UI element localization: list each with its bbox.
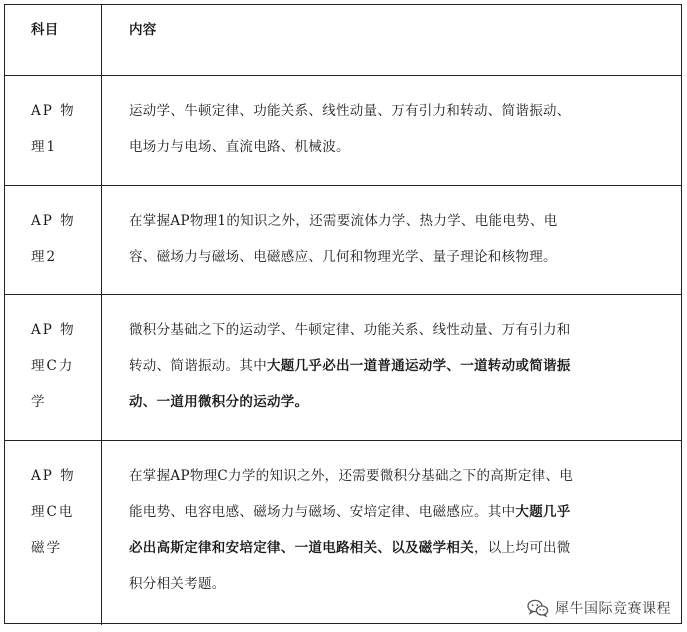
table-row-physics-1	[5, 76, 681, 186]
content-line	[129, 494, 657, 530]
content-text: 微积分基础之下的运动学、牛顿定律、功能关系、线性动量、万有引力和	[129, 322, 571, 338]
content-text: 在掌握AP物理1的知识之外，还需要流体力学、热力学、电能电势、电	[129, 213, 558, 229]
content-cell	[102, 76, 681, 185]
content-line	[129, 239, 657, 275]
content-bold-text: 必出高斯定律和安培定律、一道电路相关、以及磁学相关	[129, 540, 474, 556]
wechat-icon	[527, 599, 549, 617]
content-text: 运动学、牛顿定律、功能关系、线性动量、万有引力和转动、简谐振动、	[129, 103, 571, 119]
subject-line: 理C力	[31, 358, 75, 374]
content-text: 容、磁场力与磁场、电磁感应、几何和物理光学、量子理论和核物理。	[129, 249, 557, 265]
subject-cell	[5, 441, 102, 625]
content-bold-text: 大题几乎必出一道普通运动学、一道转动或简谐振	[267, 358, 571, 374]
watermark-text: 犀牛国际竞赛课程	[555, 601, 671, 617]
subject-cell	[5, 76, 102, 185]
header-subject-cell	[5, 5, 102, 75]
content-text: 积分相关考题。	[129, 576, 226, 592]
content-line	[129, 312, 657, 348]
subject-line: AP 物	[31, 213, 76, 229]
content-text: ，以上均可出微	[474, 540, 571, 556]
header-content-cell	[102, 5, 681, 75]
table-header-row	[5, 5, 681, 76]
content-line	[129, 458, 657, 494]
subject-line: AP 物	[31, 103, 76, 119]
subject-cell	[5, 295, 102, 440]
content-text: 在掌握AP物理C力学的知识之外，还需要微积分基础之下的高斯定律、电	[129, 468, 574, 484]
content-text: 电场力与电场、直流电路、机械波。	[129, 139, 350, 155]
subject-line: AP 物	[31, 322, 76, 338]
content-line	[129, 566, 657, 602]
content-text: 转动、简谐振动。其中	[129, 358, 267, 374]
content-line	[129, 129, 657, 165]
subject-line: AP 物	[31, 468, 76, 484]
content-line	[129, 530, 657, 566]
header-content: 内容	[129, 22, 157, 38]
header-subject: 科目	[31, 22, 59, 38]
content-bold-text: 大题几乎	[515, 504, 571, 520]
content-text: 能电势、电容电感、磁场力与磁场、安培定律、电磁感应。其中	[129, 504, 516, 520]
content-cell	[102, 295, 681, 440]
subject-line: 理1	[31, 139, 58, 155]
subject-line: 理2	[31, 249, 58, 265]
content-line	[129, 348, 657, 384]
table-row-physics-c-mechanics	[5, 295, 681, 441]
subject-line: 磁学	[31, 540, 62, 556]
table-row-physics-2	[5, 186, 681, 295]
subject-cell	[5, 186, 102, 294]
subject-line: 理C电	[31, 504, 75, 520]
subject-content-table	[4, 4, 682, 624]
watermark	[527, 598, 671, 618]
content-line	[129, 93, 657, 129]
subject-line: 学	[31, 394, 47, 410]
content-line	[129, 384, 657, 420]
content-line	[129, 203, 657, 239]
content-cell	[102, 186, 681, 294]
content-bold-text: 动、一道用微积分的运动学。	[129, 394, 309, 410]
